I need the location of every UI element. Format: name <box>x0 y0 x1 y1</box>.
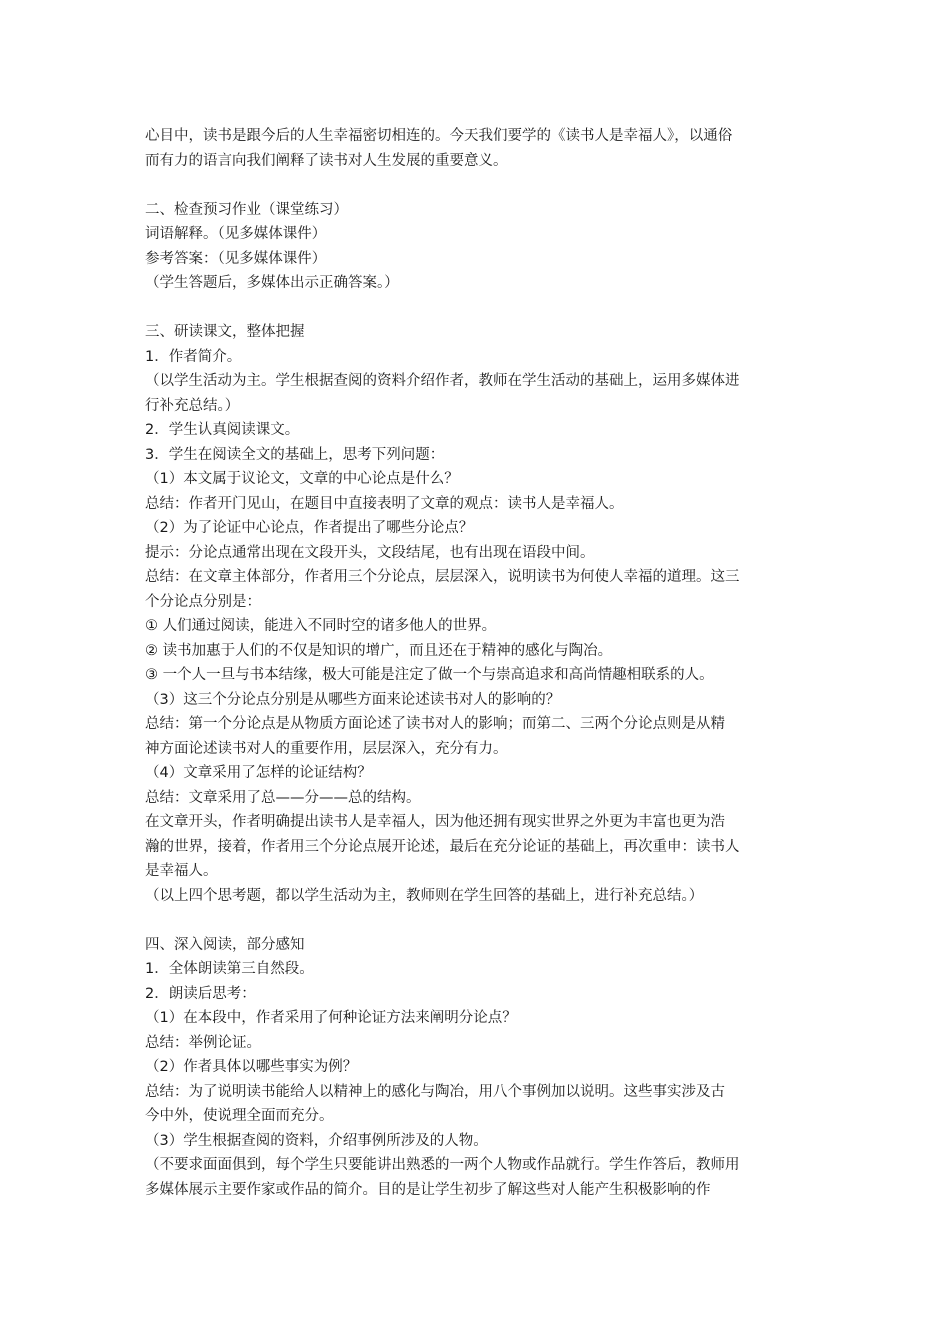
text-line: 总结：在文章主体部分，作者用三个分论点，层层深入，说明读书为何使人幸福的道理。这三 <box>145 569 740 585</box>
text-line: 行补充总结。） <box>145 397 240 414</box>
text-line: 而有力的语言向我们阐释了读书对人生发展的重要意义。 <box>145 152 508 169</box>
text-line: 心目中，读书是跟今后的人生幸福密切相连的。今天我们要学的《读书人是幸福人》，以通俗 <box>145 128 733 144</box>
text-line: （4）文章采用了怎样的论证结构？ <box>145 765 372 781</box>
text-line: 多媒体展示主要作家或作品的简介。目的是让学生初步了解这些对人能产生积极影响的作 <box>145 1181 711 1198</box>
text-line: （2）为了论证中心论点，作者提出了哪些分论点？ <box>145 520 474 536</box>
text-line: 参考答案：（见多媒体课件） <box>145 250 327 267</box>
text-line: 1．作者简介。 <box>145 348 242 365</box>
text-line: ③ 一个人一旦与书本结缘，极大可能是注定了做一个与崇高追求和高尚情趣相联系的人。 <box>145 667 714 683</box>
text-line: 三、研读课文，整体把握 <box>145 324 305 340</box>
text-line: 总结：为了说明读书能给人以精神上的感化与陶冶，用八个事例加以说明。这些事实涉及古 <box>145 1083 725 1100</box>
text-line: （1）在本段中，作者采用了何种论证方法来阐明分论点？ <box>145 1010 517 1026</box>
text-line: 总结：文章采用了总——分——总的结构。 <box>145 789 421 806</box>
text-line: ② 读书加惠于人们的不仅是知识的增广，而且还在于精神的感化与陶冶。 <box>145 642 613 659</box>
text-line: 2．朗读后思考： <box>145 985 256 1002</box>
text-line: 总结：举例论证。 <box>145 1034 261 1051</box>
text-line: 词语解释。（见多媒体课件） <box>145 226 327 242</box>
text-line: （不要求面面俱到，每个学生只要能讲出熟悉的一两个人物或作品就行。学生作答后，教师用 <box>145 1157 740 1173</box>
text-line: （3）学生根据查阅的资料，介绍事例所涉及的人物。 <box>145 1132 488 1149</box>
text-line: （以学生活动为主。学生根据查阅的资料介绍作者，教师在学生活动的基础上，运用多媒体进 <box>145 373 740 389</box>
blank-line <box>145 908 810 933</box>
blank-line <box>145 296 810 321</box>
text-line: 总结：第一个分论点是从物质方面论述了读书对人的影响；而第二、三两个分论点则是从精 <box>145 716 725 732</box>
text-line: 总结：作者开门见山，在题目中直接表明了文章的观点：读书人是幸福人。 <box>145 495 624 512</box>
text-line: 瀚的世界，接着，作者用三个分论点展开论述，最后在充分论证的基础上，再次重申：读书人 <box>145 838 740 855</box>
text-line: ① 人们通过阅读，能进入不同时空的诸多他人的世界。 <box>145 618 497 634</box>
text-line: 二、检查预习作业（课堂练习） <box>145 201 348 218</box>
text-line: 3．学生在阅读全文的基础上，思考下列问题： <box>145 446 445 463</box>
text-line: （以上四个思考题，都以学生活动为主，教师则在学生回答的基础上，进行补充总结。） <box>145 887 704 904</box>
text-line: 四、深入阅读，部分感知 <box>145 936 305 953</box>
text-line: （学生答题后，多媒体出示正确答案。） <box>145 275 399 291</box>
text-line: 神方面论述读书对人的重要作用，层层深入，充分有力。 <box>145 740 508 757</box>
text-line: 个分论点分别是： <box>145 593 261 610</box>
blank-line <box>145 173 810 198</box>
text-line: 2．学生认真阅读课文。 <box>145 422 300 438</box>
text-line: 提示：分论点通常出现在文段开头，文段结尾，也有出现在语段中间。 <box>145 544 595 561</box>
text-line: 是幸福人。 <box>145 863 218 879</box>
text-line: （3）这三个分论点分别是从哪些方面来论述读书对人的影响的？ <box>145 691 561 708</box>
text-line: 1．全体朗读第三自然段。 <box>145 961 314 977</box>
document-body <box>145 124 810 1202</box>
text-line: 在文章开头，作者明确提出读书人是幸福人，因为他还拥有现实世界之外更为丰富也更为浩 <box>145 814 725 830</box>
text-line: （1）本文属于议论文，文章的中心论点是什么？ <box>145 471 459 487</box>
text-line: （2）作者具体以哪些事实为例？ <box>145 1059 358 1075</box>
text-line: 今中外，使说理全面而充分。 <box>145 1108 334 1124</box>
